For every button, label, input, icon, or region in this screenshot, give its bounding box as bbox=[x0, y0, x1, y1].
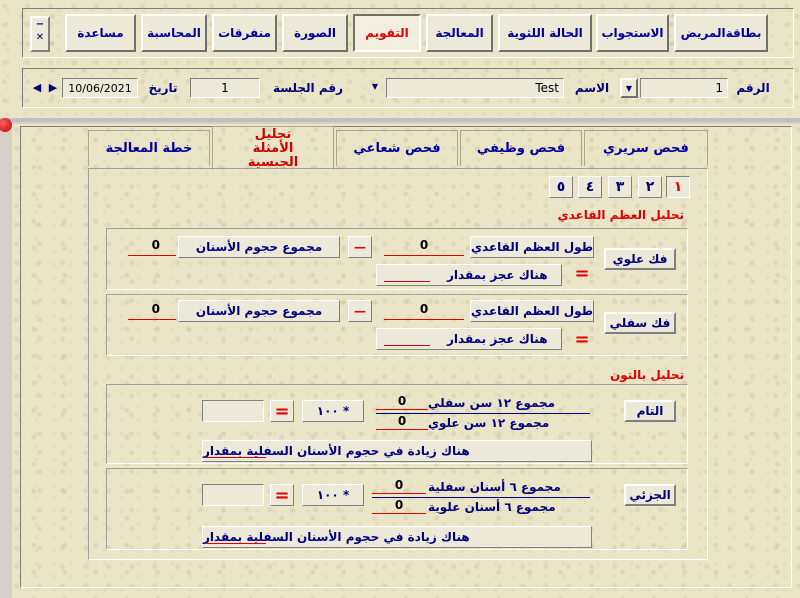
total-upper-field[interactable]: 0 bbox=[376, 414, 428, 430]
chevron-down-icon: ▼ bbox=[625, 83, 633, 93]
lower-equals-sign: = bbox=[574, 328, 590, 350]
total-lower-field[interactable]: 0 bbox=[376, 394, 428, 410]
total-equals-sign: = bbox=[270, 400, 294, 422]
tab-functional-exam[interactable]: فحص وظيفي bbox=[460, 130, 582, 166]
session-dropdown-icon[interactable]: ▼ bbox=[371, 82, 379, 91]
partial-lower-field[interactable]: 0 bbox=[372, 478, 426, 494]
partial-result-field[interactable] bbox=[202, 484, 264, 506]
nav-treatment-button[interactable]: المعالجة bbox=[426, 14, 493, 52]
name-label: الاسم bbox=[574, 81, 610, 95]
lower-deficit-label: هناك عجز بمقدار bbox=[376, 328, 562, 350]
basal-section-title: تحليل العظم القاعدي bbox=[557, 208, 684, 222]
session-field[interactable] bbox=[190, 78, 260, 98]
partial-excess-field[interactable] bbox=[206, 528, 266, 544]
nav-dental-status-button[interactable]: الحالة اللثوية bbox=[498, 14, 592, 52]
bolton-partial-button[interactable]: الجزئي bbox=[624, 484, 676, 506]
number-value: 1 bbox=[715, 81, 723, 95]
number-field[interactable] bbox=[640, 78, 728, 98]
minimize-icon[interactable]: − bbox=[35, 19, 45, 30]
lower-deficit-field[interactable] bbox=[384, 330, 430, 346]
number-label: الرقم bbox=[736, 81, 770, 95]
total-upper-label: مجموع ١٢ سن علوي bbox=[428, 416, 550, 430]
total-excess-label: هناك زيادة في حجوم الأسنان السفلية بمقدار bbox=[202, 440, 592, 462]
subtab-4[interactable]: ٤ bbox=[578, 176, 602, 198]
date-label: تاريخ bbox=[148, 81, 178, 95]
subtab-5[interactable]: ٥ bbox=[549, 176, 573, 198]
nav-help-button[interactable]: مساعدة bbox=[65, 14, 136, 52]
tab-radiographic-exam[interactable]: فحص شعاعي bbox=[336, 130, 458, 166]
partial-upper-label: مجموع ٦ أسنان علوية bbox=[428, 500, 556, 514]
window-control-box bbox=[30, 16, 50, 52]
partial-excess-label: هناك زيادة في حجوم الأسنان السفلية بمقدار bbox=[202, 526, 592, 548]
bolton-total-button[interactable]: التام bbox=[624, 400, 676, 422]
date-prev-icon[interactable]: ◀ bbox=[32, 81, 42, 94]
tab-treatment-plan[interactable]: خطة المعالجة bbox=[88, 130, 210, 166]
lower-teeth-sum-label: مجموع حجوم الأسنان bbox=[178, 300, 340, 322]
total-lower-label: مجموع ١٢ سن سفلي bbox=[428, 396, 556, 410]
subtab-2[interactable]: ٢ bbox=[638, 176, 662, 198]
name-field[interactable] bbox=[386, 78, 564, 98]
lower-jaw-button[interactable]: فك سفلي bbox=[604, 312, 676, 334]
nav-patient-card-button[interactable]: بطاقةالمريض bbox=[674, 14, 768, 52]
partial-upper-field[interactable]: 0 bbox=[372, 498, 426, 514]
subtab-3[interactable]: ٣ bbox=[608, 176, 632, 198]
nav-misc-button[interactable]: منفرقات bbox=[212, 14, 277, 52]
session-value: 1 bbox=[221, 81, 229, 95]
date-field[interactable] bbox=[62, 78, 138, 98]
name-dropdown-button[interactable] bbox=[620, 78, 638, 98]
session-label: رقم الجلسة bbox=[273, 81, 344, 95]
partial-equals-sign: = bbox=[270, 484, 294, 506]
total-multiplier: * ١٠٠ bbox=[302, 400, 364, 422]
nav-interrogation-button[interactable]: الاستجواب bbox=[596, 14, 669, 52]
upper-basal-length-field[interactable]: 0 bbox=[384, 238, 464, 256]
tab-clinical-exam[interactable]: فحص سريري bbox=[584, 130, 708, 166]
nav-evaluation-button[interactable]: التقويم bbox=[353, 14, 421, 52]
splitter-bar bbox=[0, 118, 800, 122]
lower-minus-sign: — bbox=[348, 300, 372, 322]
upper-teeth-sum-field[interactable]: 0 bbox=[128, 238, 176, 256]
upper-deficit-label: هناك عجز بمقدار bbox=[376, 264, 562, 286]
name-value: Test bbox=[535, 81, 559, 95]
close-icon[interactable]: ✕ bbox=[35, 32, 45, 43]
date-value: 10/06/2021 bbox=[68, 81, 132, 95]
upper-jaw-button[interactable]: فك علوي bbox=[604, 248, 676, 270]
partial-lower-label: مجموع ٦ أسنان سفلية bbox=[428, 480, 561, 494]
upper-basal-length-label: طول العظم القاعدي bbox=[470, 236, 594, 258]
bolton-section-title: تحليل بالتون bbox=[609, 368, 684, 382]
total-excess-field[interactable] bbox=[206, 442, 266, 458]
lower-teeth-sum-field[interactable]: 0 bbox=[128, 302, 176, 320]
subtab-1[interactable]: ١ bbox=[666, 176, 690, 198]
upper-deficit-field[interactable] bbox=[384, 266, 430, 282]
lower-basal-length-field[interactable]: 0 bbox=[384, 302, 464, 320]
lower-basal-length-label: طول العظم القاعدي bbox=[470, 300, 594, 322]
nav-image-button[interactable]: الصورة bbox=[282, 14, 348, 52]
splitter-handle-icon[interactable] bbox=[0, 118, 12, 132]
total-result-field[interactable] bbox=[202, 400, 264, 422]
partial-multiplier: * ١٠٠ bbox=[302, 484, 364, 506]
date-next-icon[interactable]: ▶ bbox=[48, 81, 58, 94]
upper-teeth-sum-label: مجموع حجوم الأسنان bbox=[178, 236, 340, 258]
upper-minus-sign: — bbox=[348, 236, 372, 258]
nav-accounting-button[interactable]: المحاسبة bbox=[141, 14, 207, 52]
tab-cast-analysis[interactable]: تحليل الأمثلة الجبسية bbox=[212, 126, 334, 170]
upper-equals-sign: = bbox=[574, 262, 590, 284]
